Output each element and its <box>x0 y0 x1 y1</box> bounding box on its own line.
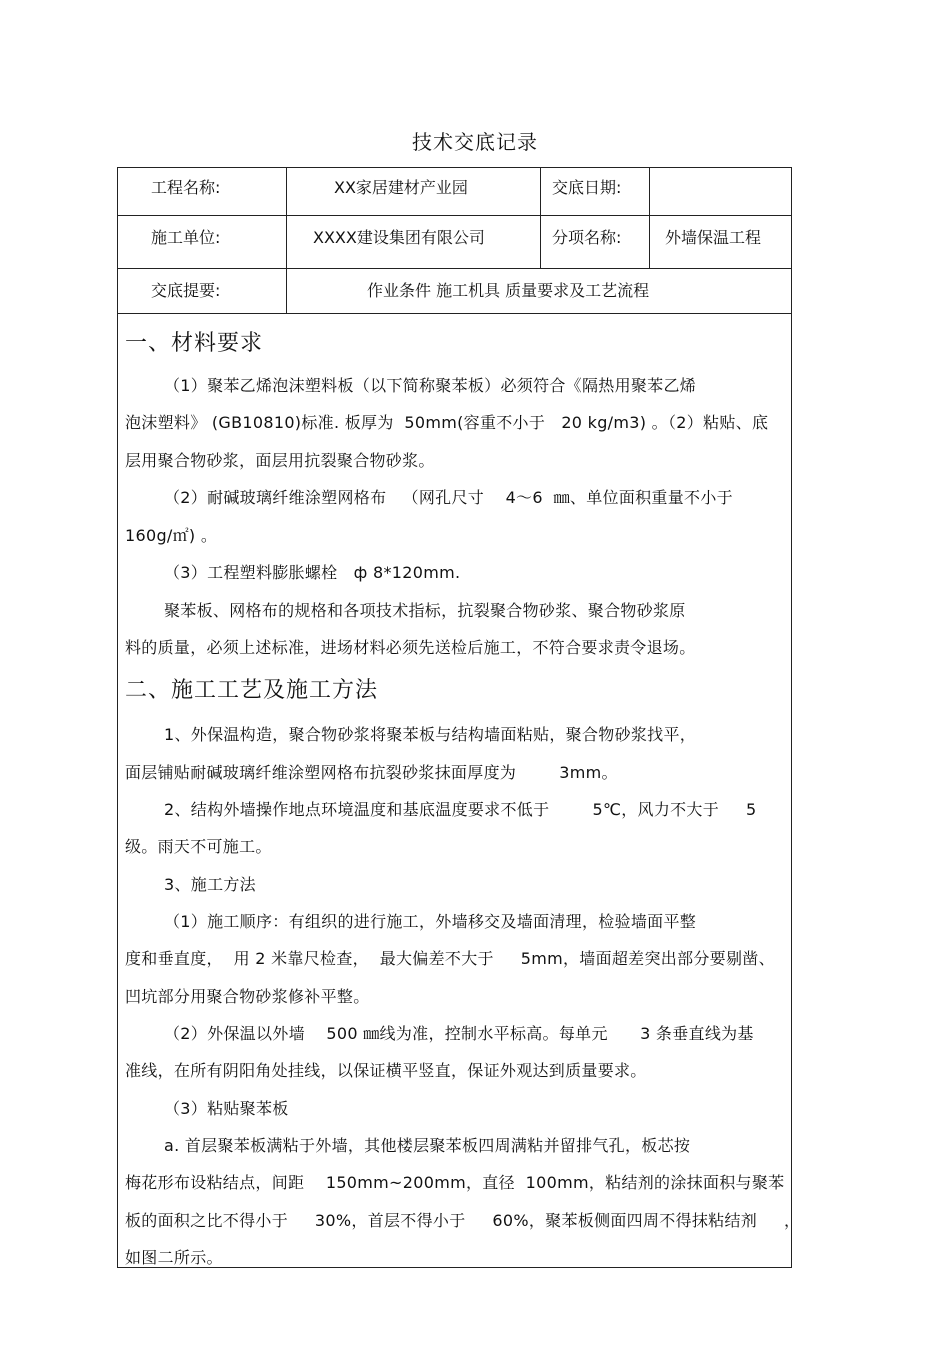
paragraph-line: 准线，在所有阴阳角处挂线，以保证横平竖直，保证外观达到质量要求。 <box>125 1061 647 1080</box>
paragraph-line: （1）聚苯乙烯泡沫塑料板（以下简称聚苯板）必须符合《隔热用聚苯乙烯 <box>164 376 697 395</box>
paragraph-line: 如图二所示。 <box>125 1248 223 1267</box>
table-row-divider <box>117 215 792 216</box>
paragraph-line: （3）工程塑料膨胀螺栓 ф 8*120mm. <box>164 563 461 582</box>
construction-unit-label: 施工单位: <box>151 228 221 247</box>
paragraph-line: （2）耐碱玻璃纤维涂塑网格布 （网孔尺寸 4～6 ㎜、单位面积重量不小于 <box>164 488 733 507</box>
document-title: 技术交底记录 <box>412 130 538 154</box>
paragraph-line: 面层铺贴耐碱玻璃纤维涂塑网格布抗裂砂浆抹面厚度为 3mm。 <box>125 763 618 782</box>
date-label: 交底日期: <box>552 178 622 197</box>
section-heading-process: 二、施工工艺及施工方法 <box>125 678 379 703</box>
sub-item-value: 外墙保温工程 <box>665 228 762 247</box>
paragraph-line: 1、外保温构造，聚合物砂浆将聚苯板与结构墙面粘贴，聚合物砂浆找平， <box>164 725 697 744</box>
project-name-value: XX家居建材产业园 <box>334 178 468 197</box>
section-heading-materials: 一、材料要求 <box>125 331 264 356</box>
paragraph-line: 度和垂直度， 用 2 米靠尺检查， 最大偏差不大于 5mm，墙面超差突出部分要剔凿、 <box>125 949 775 968</box>
paragraph-line: 板的面积之比不得小于 30%，首层不得小于 60%，聚苯板侧面四周不得抹粘结剂 ， <box>125 1211 801 1230</box>
table-row-divider <box>117 313 792 314</box>
summary-value: 作业条件 施工机具 质量要求及工艺流程 <box>367 281 650 300</box>
sub-item-label: 分项名称: <box>552 228 622 247</box>
paragraph-line: 聚苯板、网格布的规格和各项技术指标，抗裂聚合物砂浆、聚合物砂浆原 <box>164 601 686 620</box>
project-name-label: 工程名称: <box>151 178 221 197</box>
paragraph-line: 梅花形布设粘结点，间距 150mm~200mm，直径 100mm，粘结剂的涂抹面积与聚苯 <box>125 1173 785 1192</box>
table-col-divider <box>540 167 541 268</box>
paragraph-line: 料的质量，必须上述标准，进场材料必须先送检后施工，不符合要求责令退场。 <box>125 638 696 657</box>
paragraph-line: 凹坑部分用聚合物砂浆修补平整。 <box>125 987 370 1006</box>
paragraph-line: a. 首层聚苯板满粘于外墙，其他楼层聚苯板四周满粘并留排气孔，板芯按 <box>164 1136 691 1155</box>
paragraph-line: 级。雨天不可施工。 <box>125 837 272 856</box>
paragraph-line: 2、结构外墙操作地点环境温度和基底温度要求不低于 5℃，风力不大于 5 <box>164 800 757 819</box>
table-col-divider <box>286 167 287 313</box>
paragraph-line: 160g/㎡) 。 <box>125 526 218 545</box>
table-row-divider <box>117 268 792 269</box>
paragraph-line: （1）施工顺序：有组织的进行施工，外墙移交及墙面清理，检验墙面平整 <box>164 912 697 931</box>
paragraph-line: 3、施工方法 <box>164 875 256 894</box>
paragraph-line: 层用聚合物砂浆，面层用抗裂聚合物砂浆。 <box>125 451 435 470</box>
construction-unit-value: XXXX建设集团有限公司 <box>313 228 485 247</box>
paragraph-line: （2）外保温以外墙 500 ㎜线为准，控制水平标高。每单元 3 条垂直线为基 <box>164 1024 754 1043</box>
paragraph-line: （3）粘贴聚苯板 <box>164 1099 289 1118</box>
table-col-divider <box>649 167 650 268</box>
paragraph-line: 泡沫塑料》 (GB10810)标准. 板厚为 50mm(容重不小于 20 kg/m3) 。（2）粘贴、底 <box>125 413 769 432</box>
summary-label: 交底提要: <box>151 281 221 300</box>
